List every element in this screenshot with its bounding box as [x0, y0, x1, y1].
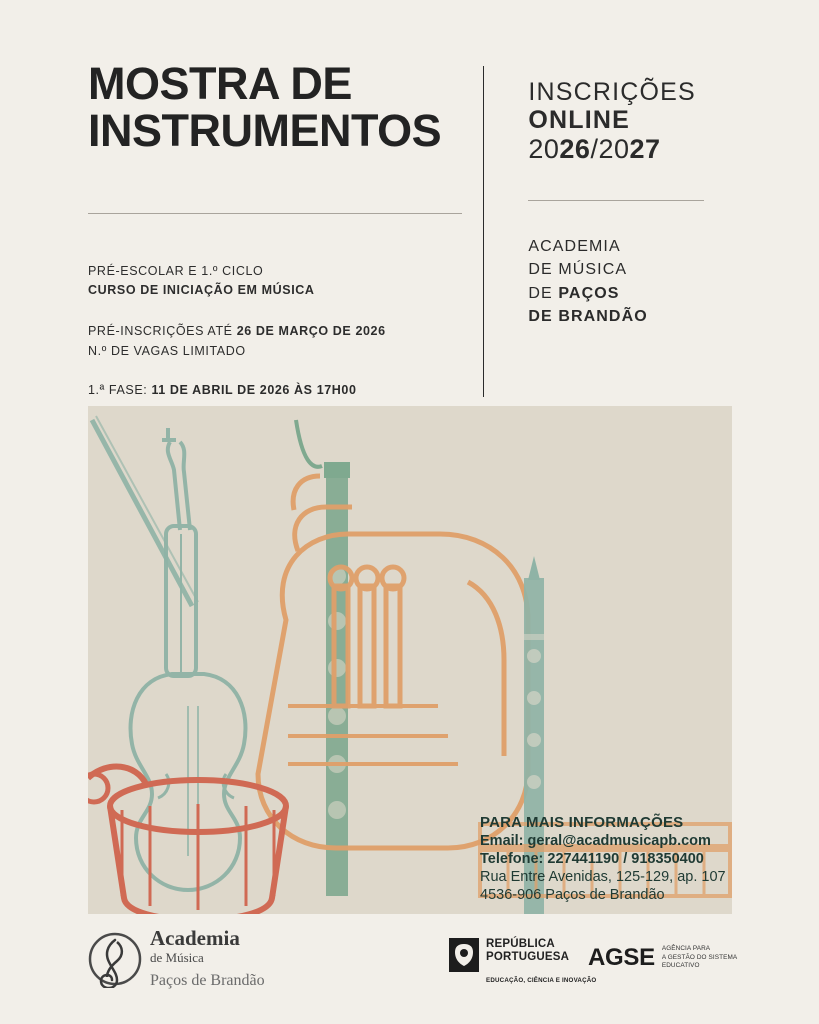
poster-header — [88, 60, 732, 397]
academia-logo-name: Academia — [150, 926, 240, 950]
pre-registration-date: 26 DE MARÇO DE 2026 — [236, 324, 386, 339]
right-divider — [528, 200, 704, 201]
course-line — [88, 281, 483, 300]
pre-registration-line — [88, 322, 483, 341]
academy-line-2: DE MÚSICA — [528, 261, 628, 279]
republica-portuguesa-logo — [449, 938, 596, 984]
agse-desc-line-3: EDUCATIVO — [661, 962, 700, 970]
contact-address-line-2: 4536-906 Paços de Brandão — [480, 887, 665, 903]
registration-label: INSCRIÇÕES — [528, 78, 696, 106]
level-line: PRÉ-ESCOLAR E 1.º CICLO — [88, 263, 264, 278]
registration-years — [528, 134, 732, 164]
agse-logo — [588, 944, 737, 972]
academy-line-3-prefix: DE — [528, 284, 559, 302]
title-line-1: MOSTRA DE — [88, 58, 352, 109]
contact-phone: Telefone: 227441190 / 918350400 — [480, 851, 704, 867]
academy-name-block — [528, 235, 732, 328]
agse-desc-line-2: A GESTÃO DO SISTEMA — [661, 953, 738, 961]
academia-logo-text — [150, 928, 265, 990]
academia-logo — [88, 928, 265, 990]
agse-desc-line-1: AGÊNCIA PARA — [661, 945, 711, 953]
agse-description — [662, 945, 737, 971]
academia-logo-place: Paços de Brandão — [150, 971, 265, 989]
phase-line — [88, 383, 483, 397]
academy-line-3 — [528, 282, 732, 305]
agse-name: AGSE — [588, 944, 655, 971]
academy-line-4 — [528, 305, 732, 328]
pre-registration-block — [88, 322, 483, 361]
instruments-illustration — [88, 406, 732, 914]
contact-heading: PARA MAIS INFORMAÇÕES — [480, 814, 684, 831]
header-right-column — [484, 60, 732, 328]
academy-line-3-bold: PAÇOS — [558, 284, 620, 302]
pre-registration-prefix: PRÉ-INSCRIÇÕES ATÉ — [88, 324, 237, 339]
phase-block — [88, 383, 483, 397]
academy-line-1: ACADEMIA — [528, 238, 621, 256]
vagas-line: N.º DE VAGAS LIMITADO — [88, 343, 246, 358]
course-line-text: CURSO DE INICIAÇÃO EM MÚSICA — [88, 282, 315, 297]
academy-line-4-bold: DE BRANDÃO — [528, 307, 648, 325]
header-left-column — [88, 60, 483, 397]
contact-info — [480, 814, 730, 903]
contact-email[interactable]: Email: geral@acadmusicapb.com — [480, 833, 711, 849]
page-title — [88, 60, 483, 155]
registration-online: ONLINE — [528, 106, 630, 134]
year-prefix-b: /20 — [590, 134, 630, 164]
year-bold-b: 27 — [629, 134, 661, 164]
poster-footer — [0, 920, 819, 1024]
title-line-2: INSTRUMENTOS — [88, 105, 442, 157]
course-block — [88, 262, 483, 301]
contact-address-line-1: Rua Entre Avenidas, 125-129, ap. 107 — [480, 869, 726, 885]
republica-line-2: PORTUGUESA — [486, 950, 570, 963]
year-bold-a: 26 — [559, 134, 591, 164]
phase-value: 11 DE ABRIL DE 2026 ÀS 17H00 — [151, 383, 357, 397]
phase-prefix: 1.ª FASE: — [88, 383, 152, 397]
republica-text — [486, 938, 596, 984]
republica-tagline: EDUCAÇÃO, CIÊNCIA E INOVAÇÃO — [486, 976, 597, 984]
shield-icon — [449, 938, 479, 972]
treble-clef-icon — [88, 930, 142, 988]
academia-logo-sub: de Música — [150, 950, 204, 965]
title-divider — [88, 213, 462, 214]
republica-line-1: REPÚBLICA — [486, 938, 555, 950]
year-prefix-a: 20 — [528, 134, 560, 164]
